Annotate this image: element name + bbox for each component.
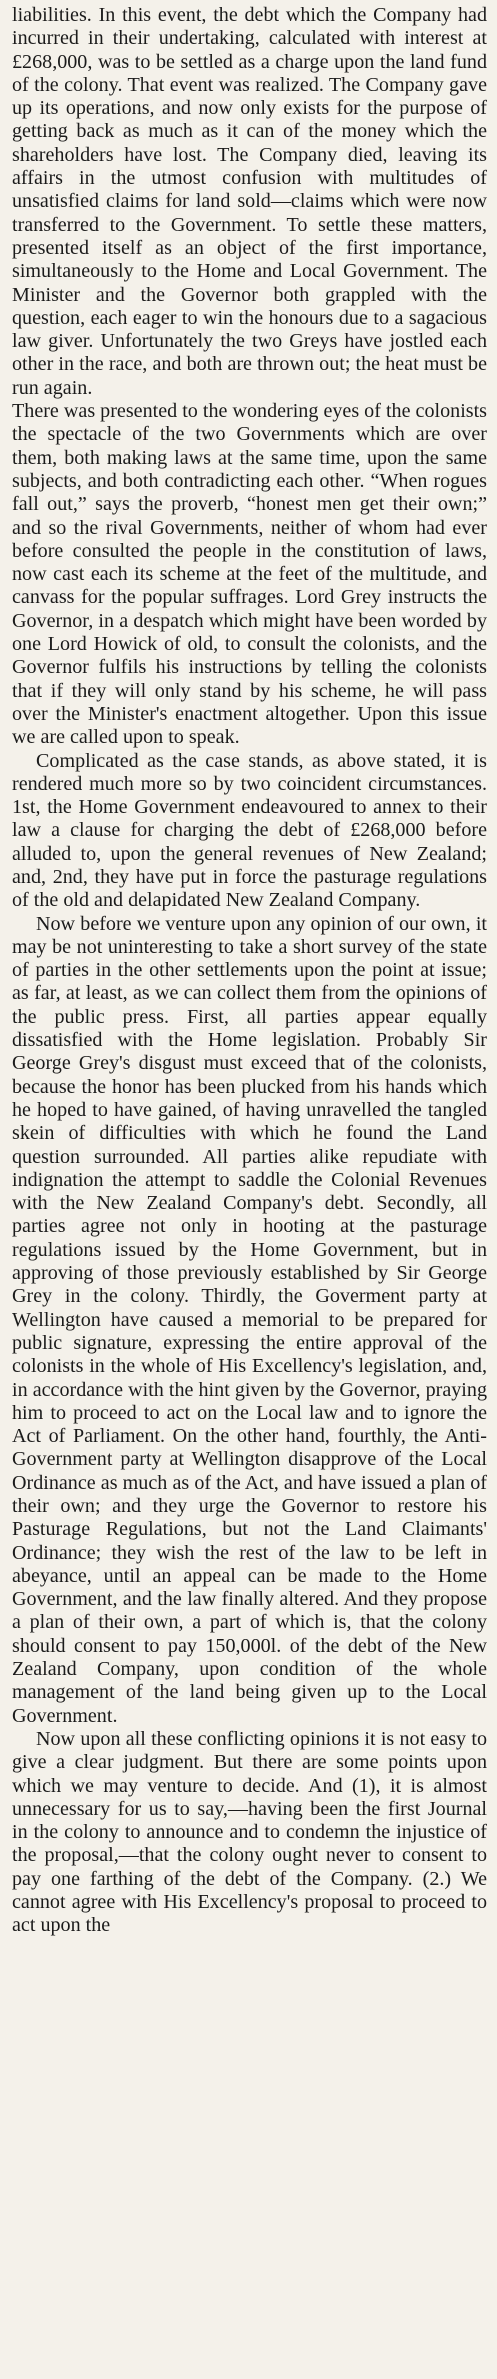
- paragraph-1: liabilities. In this event, the debt which the Company had incurred in their undertaking, calculated with interest at £268,000, was to be settled as a charge upon the land fund of the colony. That event was realized. The Company gave up its operations, and now only exists for the purpose of getting back as much as it can of the money which the shareholders have lost. The Company died, leaving its affairs in the utmost confusion with multitudes of unsatisfied claims for land sold—claims which were now transferred to the Government. To settle these matters, presented itself as an object of the first importance, simultaneously to the Home and Local Government. The Minister and the Governor both grappled with the question, each eager to win the honours due to a sagacious law giver. Unfortunately the two Greys have jostled each other in the race, and both are thrown out; the heat must be run again.: [12, 4, 487, 399]
- paragraph-2: There was presented to the wondering eyes of the colonists the spectacle of the two Governments which are over them, both making laws at the same time, upon the same subjects, and both contradicting each other. “When rogues fall out,” says the proverb, “honest men get their own;” and so the rival Governments, neither of whom had ever before consulted the people in the constitution of laws, now cast each its scheme at the feet of the multitude, and canvass for the popular suffrages. Lord Grey instructs the Governor, in a despatch which might have been worded by one Lord Howick of old, to consult the colonists, and the Governor fulfils his instructions by telling the colonists that if they will only stand by his scheme, he will pass over the Minister's enactment altogether. Upon this issue we are called upon to speak.: [12, 400, 487, 749]
- paragraph-4: Now before we venture upon any opinion of our own, it may be not uninteresting to take a short survey of the state of parties in the other settlements upon the point at issue; as far, at least, as we can collect them from the opinions of the public press. First, all parties appear equally dissatisfied with the Home legislation. Probably Sir George Grey's disgust must exceed that of the colonists, because the honor has been plucked from his hands which he hoped to have gained, of having unravelled the tangled skein of difficulties with which he found the Land question surrounded. All parties alike repudiate with indignation the attempt to saddle the Colonial Revenues with the New Zealand Company's debt. Secondly, all parties agree not only in hooting at the pasturage regulations issued by the Home Government, but in approving of those previously established by Sir George Grey in the colony. Thirdly, the Goverment party at Wellington have caused a memorial to be prepared for public signature, expressing the entire approval of the colonists in the whole of His Excellency's legislation, and, in accordance with the hint given by the Governor, praying him to proceed to act on the Local law and to ignore the Act of Parliament. On the other hand, fourthly, the Anti-Government party at Wellington disapprove of the Local Ordinance as much as of the Act, and have issued a plan of their own; and they urge the Governor to restore his Pasturage Regulations, but not the Land Claimants' Ordinance; they wish the rest of the law to be left in abeyance, until an appeal can be made to the Home Government, and the law finally altered. And they propose a plan of their own, a part of which is, that the colony should consent to pay 150,000l. of the debt of the New Zealand Company, upon condition of the whole management of the land being given up to the Local Government.: [12, 912, 487, 1727]
- paragraph-5: Now upon all these conflicting opinions it is not easy to give a clear judgment. But there are some points upon which we may venture to decide. And (1), it is almost unnecessary for us to say,—having been the first Journal in the colony to announce and to condemn the injustice of the proposal,—that the colony ought never to consent to pay one farthing of the debt of the Company. (2.) We cannot agree with His Excellency's proposal to proceed to act upon the: [12, 1727, 487, 1937]
- paragraph-3: Complicated as the case stands, as above stated, it is rendered much more so by two coincident circumstances. 1st, the Home Government endeavoured to annex to their law a clause for charging the debt of £268,000 before alluded to, upon the general revenues of New Zealand; and, 2nd, they have put in force the pasturage regulations of the old and delapidated New Zealand Company.: [12, 749, 487, 912]
